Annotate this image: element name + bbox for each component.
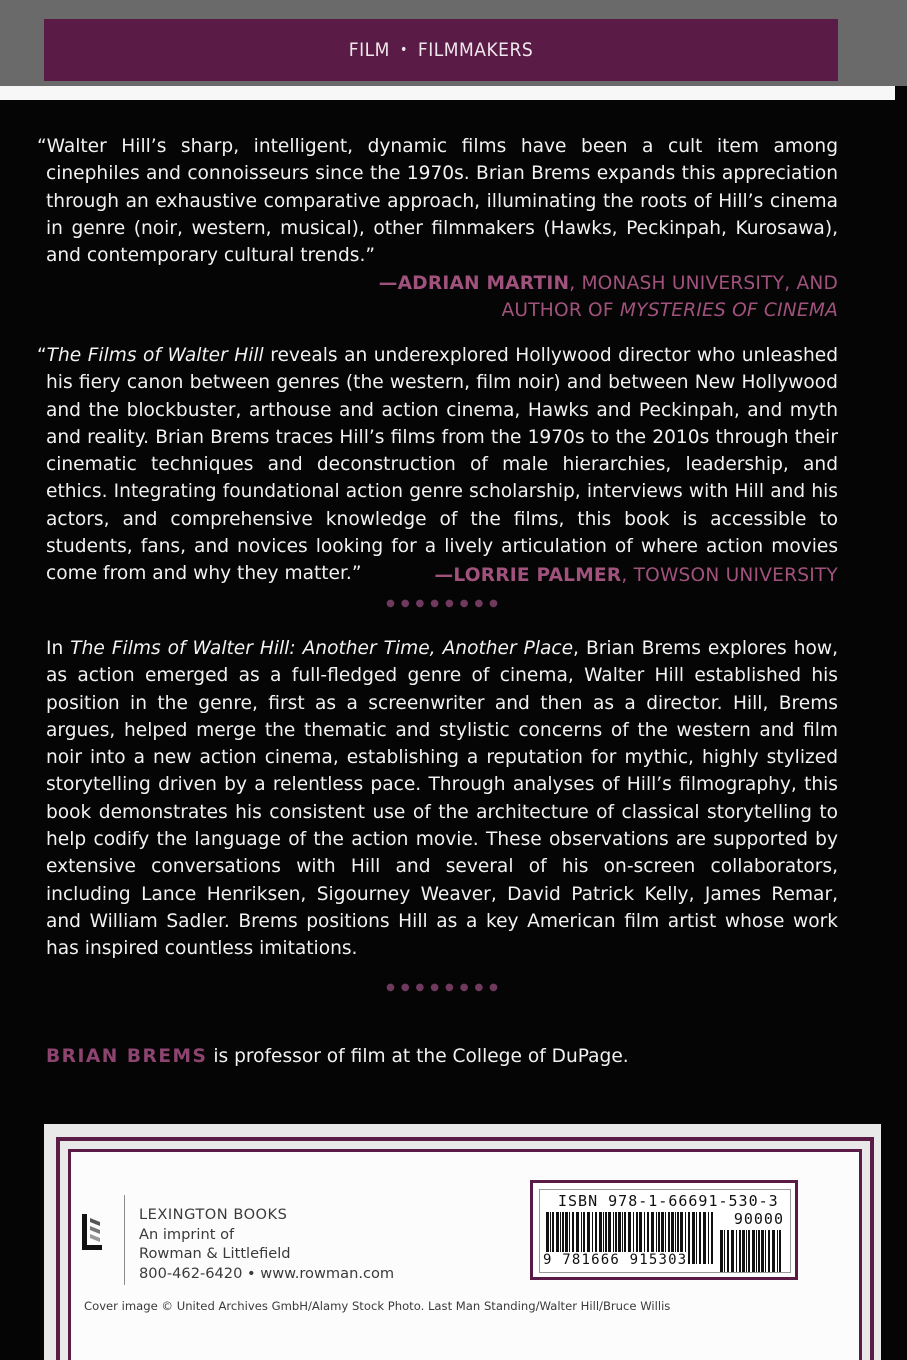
barcode-bar [696,1212,697,1264]
review-quote-2-author: —LORRIE PALMER [434,565,622,586]
publisher-name: LEXINGTON BOOKS [139,1206,288,1223]
description-intro: In [46,638,71,659]
barcode-bar [746,1230,747,1272]
barcode-inner [539,1189,791,1273]
review-quote-1-book-title: MYSTERIES OF CINEMA [619,300,838,322]
barcode-bar [724,1230,725,1272]
lexington-logo-icon [82,1214,102,1250]
review-quote-2-attribution [435,562,838,589]
isbn-label: ISBN 978-1-66691-530-3 [558,1192,779,1210]
logo-divider [124,1195,125,1285]
author-name: BRIAN BREMS [46,1046,208,1067]
book-description [46,635,838,963]
barcode-bar [720,1230,723,1272]
review-quote-2 [37,342,838,588]
top-white-strip [0,86,895,100]
barcode-bar [711,1212,713,1264]
review-quote-2-open-mark: “ [37,345,47,366]
author-bio-text: is professor of film at the College of DuPage. [207,1046,629,1067]
review-quote-1-attribution [379,270,838,325]
barcode-bar [699,1212,701,1264]
dot-separator-1: ●●●●●●●● [386,598,504,609]
review-quote-1 [37,133,838,269]
review-quote-1-author-of: AUTHOR OF [501,300,620,322]
price-barcode-icon [718,1230,788,1272]
barcode-bar [692,1212,695,1264]
subcategory-label: FILMMAKERS [417,39,534,61]
barcode-bar [765,1230,766,1272]
publisher-contact: 800-462-6420 • www.rowman.com [139,1264,395,1282]
barcode-bar [761,1230,764,1272]
publisher-parent: Rowman & Littlefield [139,1245,291,1262]
cover-image-credit: Cover image © United Archives GmbH/Alamy Stock Photo. Last Man Standing/Walter Hill/Bruce Willis [84,1299,671,1313]
publisher-imprint-line: An imprint of [139,1225,235,1243]
barcode-bar [777,1230,778,1272]
barcode-bar [752,1230,755,1272]
dot-separator-2: ●●●●●●●● [386,982,504,993]
barcode-bar [742,1230,745,1272]
category-banner [44,19,838,81]
barcode-bar [758,1230,760,1272]
price-code: 90000 [733,1210,784,1228]
author-bio [46,1043,629,1070]
review-quote-1-text: “Walter Hill’s sharp, intelligent, dynamic films have been a cult item among cinephiles and connoisseurs since the 1970s. Brian Brems expands this appreciation through an exhaustive comparative approach, illuminating the roots of Hill’s cinema in genre (noir, western, musical), other filmmakers (Hawks, Peckinpah, Kurosawa), and contemporary cultural trends.” [37,136,838,267]
publisher-info [139,1205,394,1283]
review-quote-2-affiliation: , TOWSON UNIVERSITY [621,565,838,586]
review-quote-1-affiliation: , MONASH UNIVERSITY, AND [569,273,838,294]
barcode-bar [756,1230,757,1272]
barcode-bar [748,1230,750,1272]
description-text: , Brian Brems explores how, as action emerged as a full-fledged genre of cinema, Walter Hill established his position in the genre, first as a screenwriter and then as a director. Hill, Brems argues, helped merge the thematic and stylistic concerns of the western and film noir into a new action cinema, establishing a reputation for mythic, highly stylized storytelling driven by a relentless pace. Through analyses of Hill’s filmography, this book demonstrates his consistent use of the architecture of classical storytelling to help codify the language of the action movie. These observations are supported by extensive conversations with Hill and several of his on-screen collaborators, including Lance Henriksen, Sigourney Weaver, David Patrick Kelly, James Remar, and William Sadler. Brems positions Hill as a key American film artist whose work has inspired countless imitations. [46,638,838,960]
barcode-bar [772,1230,775,1272]
barcode-bar [779,1230,781,1272]
barcode-bar [768,1230,770,1272]
barcode-bar [703,1212,706,1264]
barcode-bar [708,1212,709,1264]
description-book-title: The Films of Walter Hill: Another Time, Another Place [70,638,574,659]
barcode-bar [731,1230,734,1272]
category-label: FILM [348,39,390,61]
barcode-box [530,1180,798,1280]
barcode-bar [739,1230,741,1272]
review-quote-1-author: —ADRIAN MARTIN [378,273,570,294]
barcode-bar [727,1230,729,1272]
barcode-bar [736,1230,737,1272]
bullet-separator: • [399,42,408,58]
review-quote-2-text: reveals an underexplored Hollywood director who unleashed his fiery canon between genres (the western, film noir) and between New Hollywood and the blockbuster, arthouse and action cinema, Hawks and Peckinpah, and myth and reality. Brian Brems traces Hill’s films from the 1970s to the 2010s through their cinematic techniques and deconstruction of male hierarchies, leadership, and ethics. Integrating foundational action genre scholarship, interviews with Hill and his actors, and comprehensive knowledge of the films, this book is accessible to students, fans, and novices looking for a lively articulation of where action movies come from and why they matter.” [46,345,838,585]
review-quote-1-affiliation-line2 [379,297,838,324]
review-quote-2-book-title: The Films of Walter Hill [46,345,264,366]
barcode-digits: 9 781666 915303 [543,1252,688,1268]
